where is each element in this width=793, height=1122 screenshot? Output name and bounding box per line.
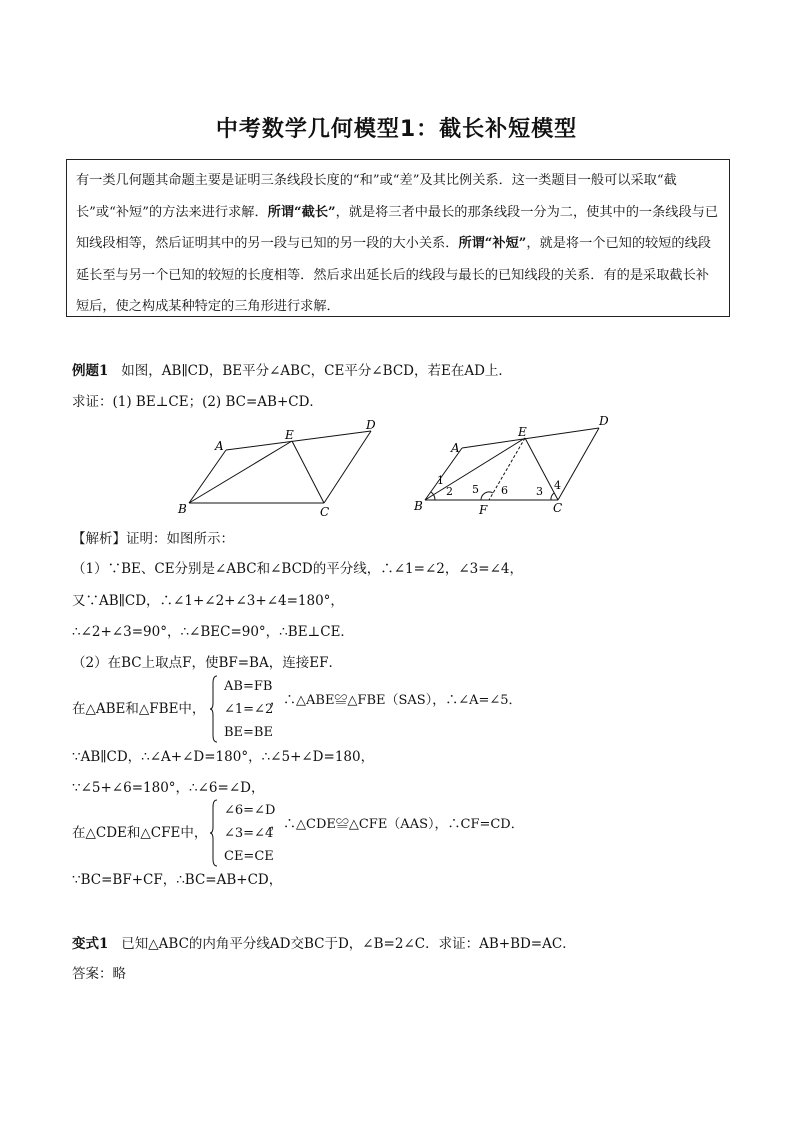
example-1-prove: 求证：(1) BE⊥CE；(2) BC=AB+CD． <box>72 394 323 410</box>
fig2-label-C: C <box>553 501 563 515</box>
page-title: 中考数学几何模型1：截长补短模型 <box>215 117 578 142</box>
solution-line-7: ∵BC=BF+CF，∴BC=AB+CD， <box>72 872 283 888</box>
fig2-angle-2: 2 <box>446 485 453 498</box>
fig2-angle-1: 1 <box>437 474 444 487</box>
solution-line-2: 又∵AB∥CD，∴∠1+∠2+∠3+∠4=180°， <box>72 593 344 609</box>
fig1-label-D: D <box>366 418 376 432</box>
intro-text-1: 有一类几何题其命题主要是证明三条线段长度的“和”或“差”及其比例关系．这一类题目一般可以采取“截长”或“补短”的方法来进行求解． <box>76 173 677 220</box>
figure-1 <box>175 412 385 522</box>
brace-icon <box>210 799 218 867</box>
system-1-row-1: AB=FB <box>224 679 273 694</box>
fig2-label-A: A <box>451 441 460 455</box>
fig1-line-BE <box>189 441 292 503</box>
fig2-label-F: F <box>479 503 488 517</box>
system-2-row-2: ∠3=∠4 <box>224 826 274 841</box>
fig2-angle-6: 6 <box>501 484 508 497</box>
fig1-line-CD <box>324 431 371 503</box>
fig2-angle-3: 3 <box>536 485 543 498</box>
system-1-pre: 在△ABE和△FBE中， <box>72 701 206 717</box>
solution-line-5: ∵AB∥CD，∴∠A+∠D=180°，∴∠5+∠D=180， <box>72 749 375 765</box>
system-2-post: ，∴△CDE≌△CFE（AAS），∴CF=CD． <box>270 817 524 832</box>
figure-2 <box>405 408 620 520</box>
solution-line-6: ∵∠5+∠6=180°，∴∠6=∠D， <box>72 780 265 796</box>
intro-box <box>66 159 730 317</box>
variant-1-label: 变式1 <box>72 936 109 952</box>
intro-term-buduan: 所谓“补短” <box>458 236 527 251</box>
solution-line-4: （2）在BC上取点F，使BF=BA，连接EF． <box>72 655 342 671</box>
brace-icon <box>210 675 218 743</box>
variant-1-answer: 答案：略 <box>72 966 126 982</box>
fig2-line-CD <box>558 428 599 500</box>
variant-1 <box>72 932 576 952</box>
fig2-angle-4: 4 <box>554 479 561 492</box>
fig2-label-B: B <box>414 499 423 513</box>
fig1-label-B: B <box>178 502 187 516</box>
system-2-pre: 在△CDE和△CFE中， <box>72 825 208 841</box>
system-1-row-3: BE=BE <box>224 725 273 740</box>
system-2-rows <box>224 799 275 868</box>
fig1-line-AB <box>189 450 226 503</box>
fig1-label-C: C <box>320 505 330 519</box>
fig2-label-E: E <box>518 425 527 439</box>
system-1-rows <box>224 675 273 744</box>
intro-text-2: ，就是将三者中最长的那条线段一分为二，使其中的一条线段与已知线段相等，然后证明其中的另一段与已知的另一段的大小关系． <box>76 204 719 251</box>
intro-text-3: ，就是将一个已知的较短的线段延长至与另一个已知的较短的长度相等．然后求出延长后的线段与最长的已知线段的关系．有的是采取截长补短后，使之构成某种特定的三角形进行求解． <box>76 236 711 314</box>
fig1-label-A: A <box>215 439 224 453</box>
system-2-row-3: CE=CE <box>224 849 274 864</box>
system-1-row-2: ∠1=∠2 <box>224 702 274 717</box>
fig1-line-AD <box>226 431 371 450</box>
system-1-post: ，∴△ABE≌△FBE（SAS），∴∠A=∠5． <box>270 693 522 708</box>
solution-line-1: （1）∵BE、CE分别是∠ABC和∠BCD的平分线，∴∠1=∠2，∠3=∠4， <box>72 561 523 577</box>
fig1-line-CE <box>292 441 324 503</box>
system-2-row-1: ∠6=∠D <box>224 803 276 818</box>
example-1-label: 例题1 <box>72 363 109 379</box>
intro-term-jiechang: 所谓“截长” <box>267 204 336 220</box>
example-1 <box>72 359 512 379</box>
example-1-text: 如图，AB∥CD，BE平分∠ABC，CE平分∠BCD，若E在AD上． <box>121 363 512 379</box>
fig1-label-E: E <box>285 428 294 442</box>
fig2-line-AD <box>462 428 599 448</box>
solution-heading: 【解析】证明：如图所示： <box>72 531 234 547</box>
variant-1-text: 已知△ABC的内角平分线AD交BC于D，∠B=2∠C．求证：AB+BD=AC． <box>121 936 576 952</box>
fig2-arc-C <box>551 493 554 500</box>
fig2-label-D: D <box>599 414 609 428</box>
fig2-angle-5: 5 <box>472 483 479 496</box>
solution-line-3: ∴∠2+∠3=90°，∴∠BEC=90°，∴BE⊥CE． <box>72 624 354 640</box>
